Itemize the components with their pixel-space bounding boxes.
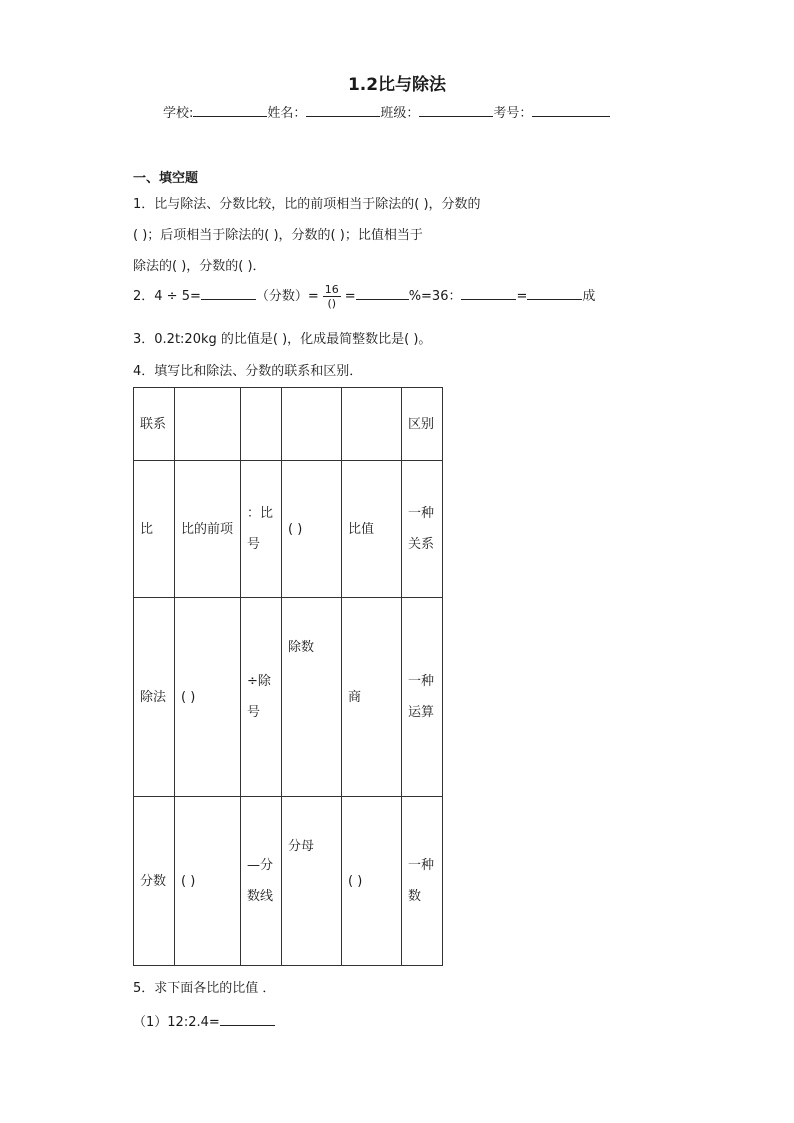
class-label: 班级：	[380, 106, 420, 121]
q2-blank-2[interactable]	[356, 285, 409, 300]
table-cell: 分母	[282, 797, 342, 966]
q2-mid3: %=36：	[408, 289, 462, 304]
question-5-part-1	[133, 1011, 275, 1030]
table-cell: 比值	[342, 461, 402, 598]
table-cell[interactable]: ( )	[282, 461, 342, 598]
q2-prefix: 2．4 ÷ 5=	[133, 289, 201, 304]
comparison-table	[133, 387, 443, 966]
table-cell	[282, 388, 342, 461]
q2-mid1: （分数）=	[255, 289, 319, 304]
question-3: 3．0.2t:20kg 的比值是( )，化成最简整数比是( )。	[133, 332, 432, 347]
question-2	[133, 283, 595, 310]
table-row	[134, 797, 443, 966]
table-cell: 分数	[134, 797, 175, 966]
table-cell: —分数线	[241, 797, 282, 966]
q2-suffix: 成	[582, 289, 596, 304]
section-heading: 一、填空题	[133, 171, 199, 186]
table-cell[interactable]: ( )	[342, 797, 402, 966]
table-cell[interactable]: ( )	[175, 598, 241, 797]
table-cell: 联系	[134, 388, 175, 461]
q2-blank-1[interactable]	[201, 285, 256, 300]
table-cell	[241, 388, 282, 461]
table-cell: 除数	[282, 598, 342, 797]
table-cell: 除法	[134, 598, 175, 797]
table-cell: 区别	[402, 388, 443, 461]
school-label: 学校:	[163, 106, 194, 121]
table-cell[interactable]: ( )	[175, 797, 241, 966]
name-blank[interactable]	[306, 102, 380, 117]
table-cell: 一种数	[402, 797, 443, 966]
table-cell: ：比号	[241, 461, 282, 598]
question-1-line-2: ( )；后项相当于除法的( )，分数的( )；比值相当于	[133, 228, 423, 243]
q2-blank-3[interactable]	[461, 285, 516, 300]
q2-mid2: =	[344, 289, 356, 304]
q2-fraction-denominator: ()	[327, 297, 337, 310]
table-cell: ÷除号	[241, 598, 282, 797]
q2-fraction	[323, 283, 341, 310]
table-cell: 比的前项	[175, 461, 241, 598]
number-label: 考号：	[493, 106, 533, 121]
page-title: 1.2比与除法	[347, 75, 447, 95]
table-cell: 商	[342, 598, 402, 797]
q2-blank-4[interactable]	[527, 285, 582, 300]
question-1-line-3: 除法的( )，分数的( )．	[133, 259, 266, 274]
student-info-line	[163, 102, 610, 121]
q5-1-label: （1）12:2.4=	[133, 1015, 220, 1030]
table-row	[134, 598, 443, 797]
q2-mid4: =	[516, 289, 528, 304]
table-cell: 一种运算	[402, 598, 443, 797]
question-5: 5．求下面各比的比值 ．	[133, 981, 276, 996]
table-row	[134, 388, 443, 461]
question-1-line-1: 1．比与除法、分数比较，比的前项相当于除法的( )，分数的	[133, 197, 481, 212]
school-blank[interactable]	[193, 102, 267, 117]
q5-1-blank[interactable]	[220, 1011, 275, 1026]
table-cell: 一种关系	[402, 461, 443, 598]
class-blank[interactable]	[419, 102, 493, 117]
number-blank[interactable]	[532, 102, 610, 117]
question-4: 4．填写比和除法、分数的联系和区别．	[133, 364, 363, 379]
table-cell	[175, 388, 241, 461]
table-cell: 比	[134, 461, 175, 598]
table-cell	[342, 388, 402, 461]
name-label: 姓名：	[267, 106, 307, 121]
table-row	[134, 461, 443, 598]
q2-fraction-numerator: 16	[324, 283, 339, 296]
